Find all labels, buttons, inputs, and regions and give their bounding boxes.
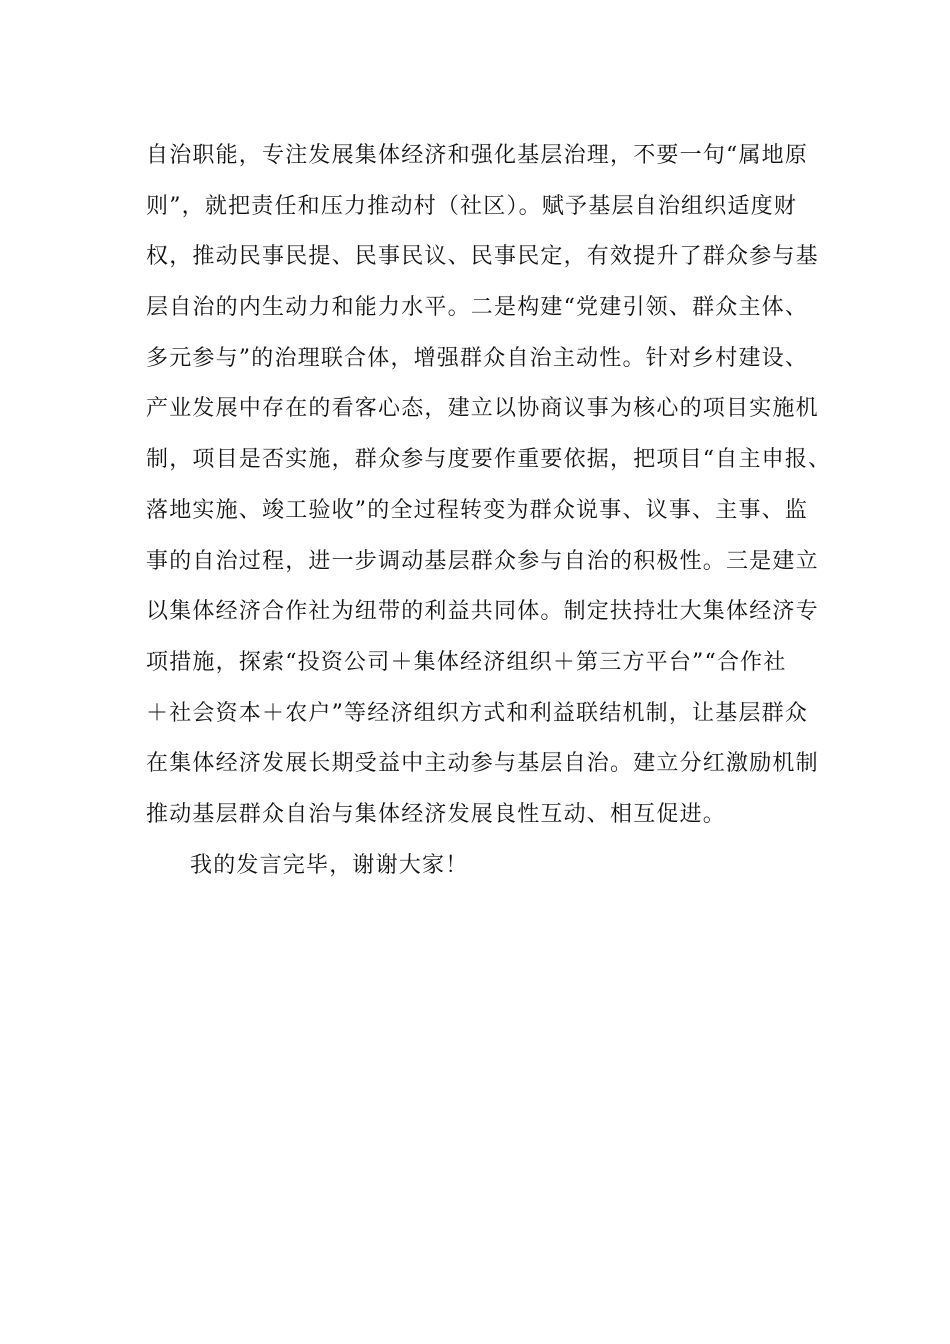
paragraph-line: 自治职能，专注发展集体经济和强化基层治理，不要一句“属地原	[146, 143, 809, 168]
paragraph-line: 层自治的内生动力和能力水平。二是构建“党建引领、群众主体、	[146, 295, 809, 321]
paragraph-line: 在集体经济发展长期受益中主动参与基层自治。建立分红激励机制	[146, 751, 819, 777]
paragraph-line: 产业发展中存在的看客心态，建立以协商议事为核心的项目实施机	[146, 396, 819, 422]
paragraph-line: 推动基层群众自治与集体经济发展良性互动、相互促进。	[146, 801, 727, 827]
paragraph-line: 落地实施、竣工验收”的全过程转变为群众说事、议事、主事、监	[146, 497, 809, 523]
document-body	[146, 131, 832, 891]
paragraph-line: 多元参与”的治理联合体，增强群众自治主动性。针对乡村建设、	[146, 345, 809, 371]
paragraph-line: 以集体经济合作社为纽带的利益共同体。制定扶持壮大集体经济专	[146, 599, 819, 625]
paragraph-line: 事的自治过程，进一步调动基层群众参与自治的积极性。三是建立	[146, 548, 819, 574]
paragraph-line: ＋社会资本＋农户”等经济组织方式和利益联结机制，让基层群众	[146, 700, 809, 726]
paragraph-line: 则”，就把责任和压力推动村（社区）。赋予基层自治组织适度财	[146, 193, 798, 219]
closing-remark: 我的发言完毕，谢谢大家！	[190, 852, 469, 878]
paragraph-line: 制，项目是否实施，群众参与度要作重要依据，把项目“自主申报、	[146, 447, 832, 473]
paragraph-line: 权，推动民事民提、民事民议、民事民定，有效提升了群众参与基	[146, 244, 819, 270]
paragraph-line: 项措施，探索“投资公司＋集体经济组织＋第三方平台”“合作社	[146, 649, 787, 675]
